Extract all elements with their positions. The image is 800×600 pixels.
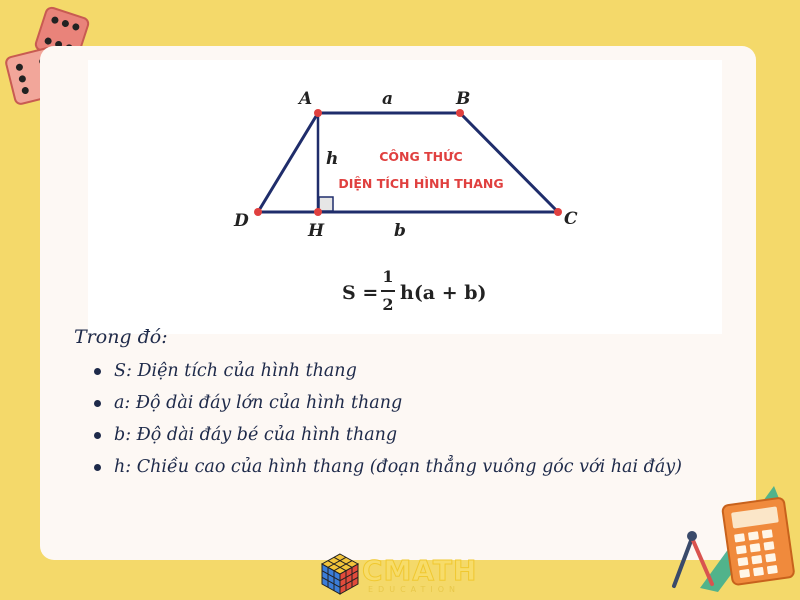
- legend-section: [74, 326, 774, 484]
- formula-numerator: 1: [382, 267, 394, 286]
- formula-denominator: 2: [382, 295, 394, 314]
- brand-logo: [318, 548, 488, 600]
- label-c: C: [564, 209, 578, 229]
- formula-lhs: S =: [342, 282, 379, 304]
- rubiks-cube-icon: [318, 552, 362, 596]
- legend-item-s: S: Diện tích của hình thang: [74, 356, 774, 388]
- foot-dot-h: [314, 208, 322, 216]
- vertex-dot-a: [314, 109, 322, 117]
- brand-tagline: EDUCATION: [368, 585, 461, 594]
- formula-rhs: h(a + b): [400, 282, 487, 304]
- stationery-decoration: [664, 478, 800, 600]
- label-side-b: b: [394, 221, 406, 241]
- vertex-dot-d: [254, 208, 262, 216]
- label-height: h: [326, 149, 339, 169]
- legend-title: Trong đó:: [74, 326, 168, 348]
- caption-line-2: DIỆN TÍCH HÌNH THANG: [338, 176, 504, 191]
- right-angle-marker: [319, 197, 333, 211]
- legend-item-b: b: Độ dài đáy bé của hình thang: [74, 420, 774, 452]
- legend-list: [74, 356, 774, 484]
- label-side-a: a: [382, 89, 394, 109]
- label-h-foot: H: [308, 221, 325, 241]
- label-b: B: [456, 89, 471, 109]
- label-d: D: [234, 211, 249, 231]
- legend-item-h: h: Chiều cao của hình thang (đoạn thẳng vuông góc với hai đáy): [74, 452, 774, 484]
- trapezoid-figure: [88, 60, 722, 334]
- vertex-dot-c: [554, 208, 562, 216]
- vertex-dot-b: [456, 109, 464, 117]
- calculator-icon: [722, 497, 795, 585]
- legend-item-a: a: Độ dài đáy lớn của hình thang: [74, 388, 774, 420]
- compass-icon: [674, 531, 712, 586]
- label-a: A: [299, 89, 313, 109]
- brand-name: CMATH: [362, 554, 478, 587]
- caption-line-1: CÔNG THỨC: [379, 149, 463, 164]
